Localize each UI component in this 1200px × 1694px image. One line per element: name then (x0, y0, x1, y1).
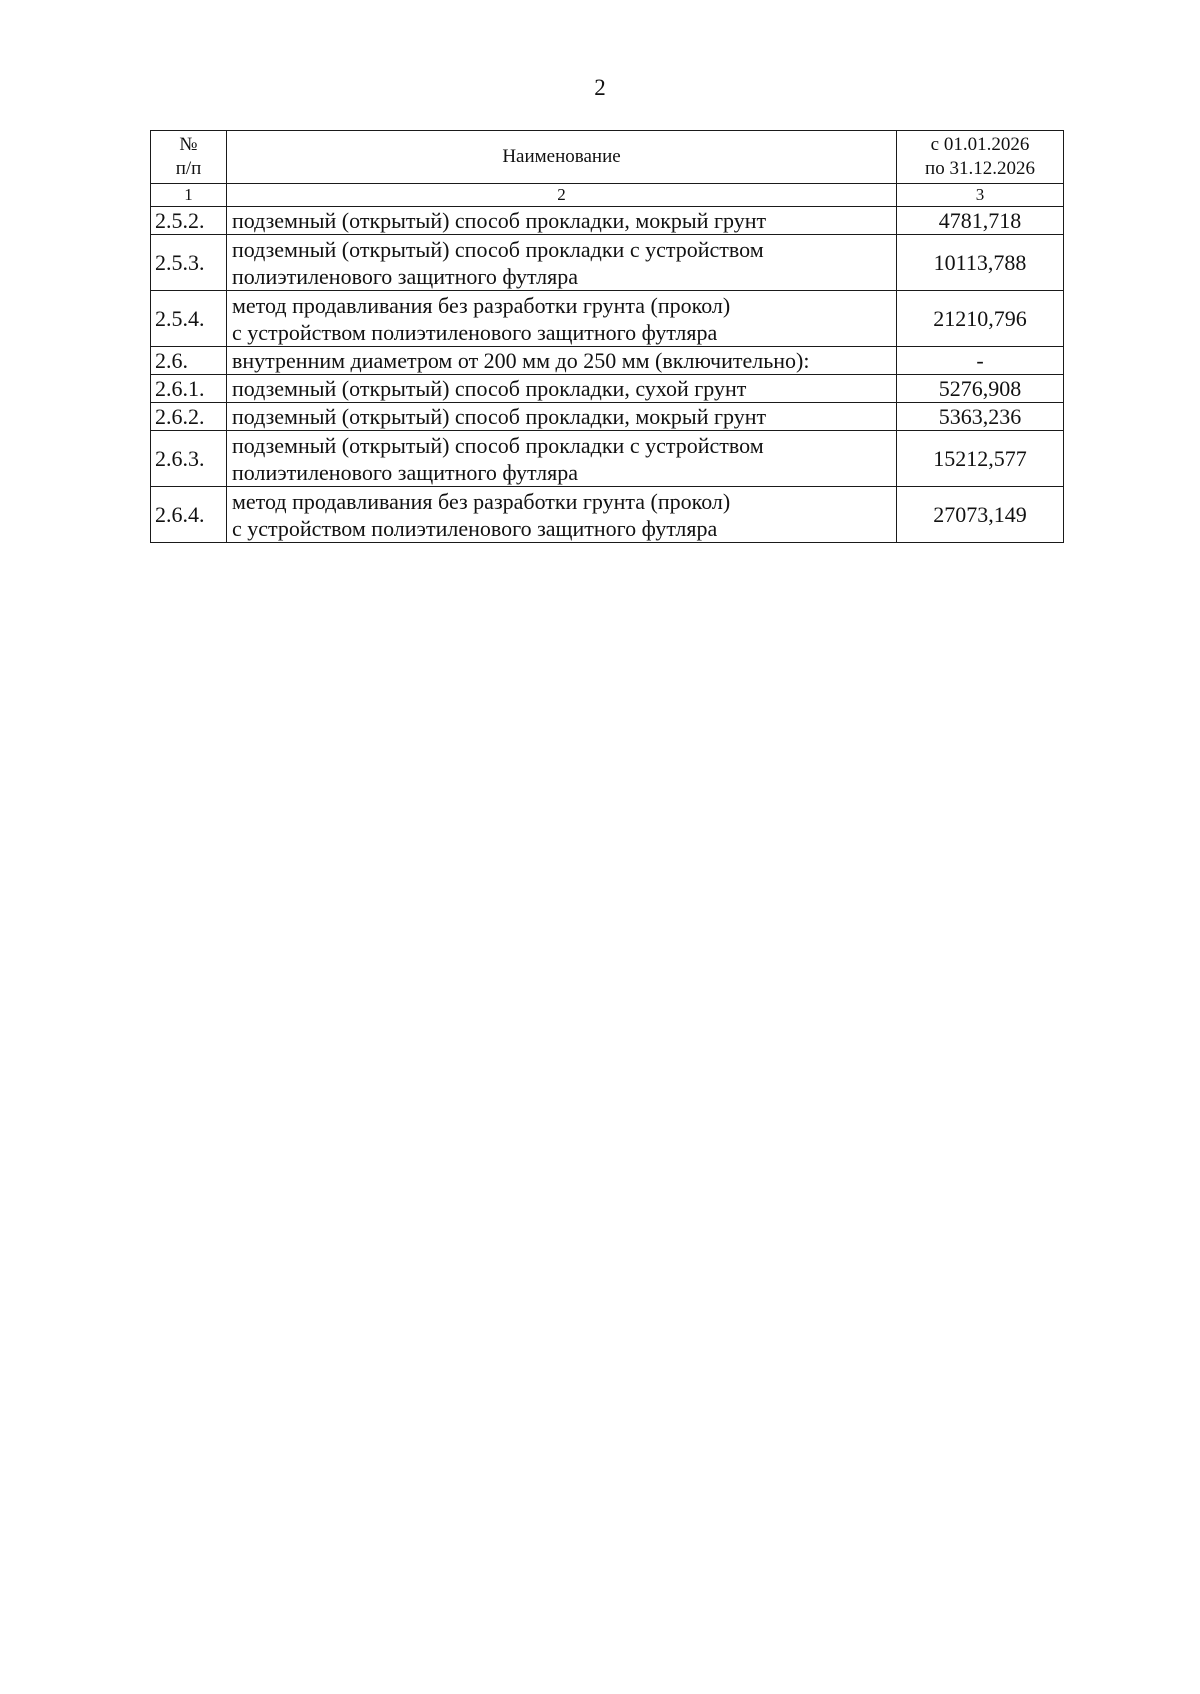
row-name: внутренним диаметром от 200 мм до 250 мм (включительно): (227, 347, 897, 375)
row-name-line: полиэтиленового защитного футляра (232, 263, 578, 289)
header-period-cell (897, 131, 1064, 184)
row-value: 21210,796 (897, 291, 1064, 347)
row-number: 2.6.4. (151, 487, 227, 543)
header-period-line1: с 01.01.2026 (930, 134, 1030, 155)
row-value: 4781,718 (897, 207, 1064, 235)
column-index-row (151, 184, 1064, 207)
column-index-1: 1 (151, 184, 227, 207)
row-name-line: подземный (открытый) способ прокладки с устройством (232, 236, 764, 262)
row-name: подземный (открытый) способ прокладки, мокрый грунт (227, 207, 897, 235)
row-number: 2.6.2. (151, 403, 227, 431)
row-number: 2.5.2. (151, 207, 227, 235)
table-row (151, 235, 1064, 291)
row-number: 2.6. (151, 347, 227, 375)
row-name (227, 431, 897, 487)
row-name-line: метод продавливания без разработки грунта (прокол) (232, 292, 731, 318)
column-index-2: 2 (227, 184, 897, 207)
table-row (151, 431, 1064, 487)
row-name-line: с устройством полиэтиленового защитного футляра (232, 515, 718, 541)
header-number-line1: № (179, 134, 198, 155)
row-value: 5363,236 (897, 403, 1064, 431)
row-number: 2.6.1. (151, 375, 227, 403)
table-row (151, 291, 1064, 347)
row-name (227, 291, 897, 347)
row-value: 27073,149 (897, 487, 1064, 543)
row-value: 10113,788 (897, 235, 1064, 291)
table-row (151, 347, 1064, 375)
row-value: 15212,577 (897, 431, 1064, 487)
header-number-line2: п/п (175, 158, 202, 179)
row-name-line: с устройством полиэтиленового защитного футляра (232, 319, 718, 345)
row-name-line: полиэтиленового защитного футляра (232, 459, 578, 485)
row-name (227, 487, 897, 543)
header-number-cell (151, 131, 227, 184)
page-number: 2 (594, 75, 606, 100)
header-name-cell: Наименование (227, 131, 897, 184)
row-name (227, 235, 897, 291)
table-row (151, 207, 1064, 235)
row-number: 2.6.3. (151, 431, 227, 487)
row-number: 2.5.3. (151, 235, 227, 291)
row-name-line: подземный (открытый) способ прокладки с устройством (232, 432, 764, 458)
row-number: 2.5.4. (151, 291, 227, 347)
row-name: подземный (открытый) способ прокладки, мокрый грунт (227, 403, 897, 431)
table-header-row (151, 131, 1064, 184)
table-row (151, 375, 1064, 403)
tariff-table (150, 130, 1064, 543)
table-row (151, 403, 1064, 431)
header-period-line2: по 31.12.2026 (925, 158, 1035, 179)
row-name-line: метод продавливания без разработки грунта (прокол) (232, 488, 731, 514)
row-value: - (897, 347, 1064, 375)
column-index-3: 3 (897, 184, 1064, 207)
table-row (151, 487, 1064, 543)
row-name: подземный (открытый) способ прокладки, сухой грунт (227, 375, 897, 403)
row-value: 5276,908 (897, 375, 1064, 403)
